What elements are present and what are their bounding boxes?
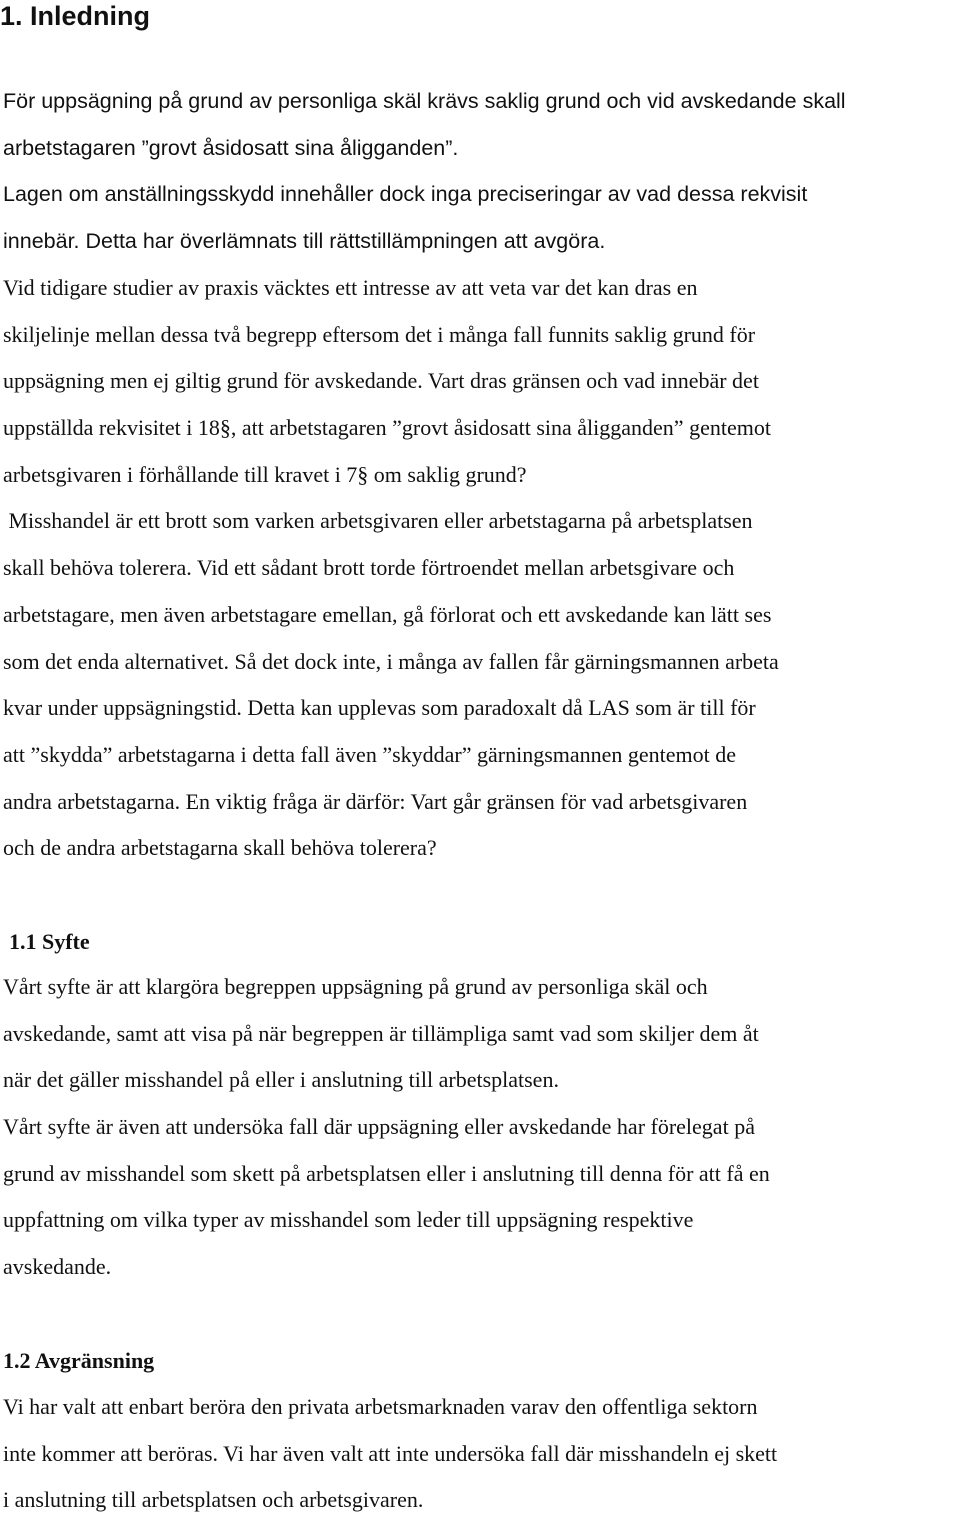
text-line: inte kommer att beröras. Vi har även valt att inte undersöka fall där misshandeln ej skett [3, 1440, 778, 1466]
heading-syfte: 1.1 Syfte [9, 929, 90, 954]
text-line: Misshandel är ett brott som varken arbetsgivaren eller arbetstagarna på arbetsplatsen [3, 508, 753, 534]
syfte-paragraph [3, 964, 960, 1291]
text-line: skiljelinje mellan dessa två begrepp eftersom det i många fall funnits saklig grund för [3, 321, 756, 347]
text-line: i anslutning till arbetsplatsen och arbetsgivaren. [3, 1487, 424, 1513]
intro-paragraph [3, 78, 960, 265]
text-line: och de andra arbetstagarna skall behöva tolerera? [3, 835, 437, 861]
text-line: För uppsägning på grund av personliga skäl krävs saklig grund och vid avskedande skall [3, 89, 846, 113]
text-line: Vid tidigare studier av praxis väcktes ett intresse av att veta var det kan dras en [3, 275, 698, 300]
text-line: Vi har valt att enbart beröra den privata arbetsmarknaden varav den offentliga sektorn [3, 1394, 758, 1419]
text-line: uppsägning men ej giltig grund för avskedande. Vart dras gränsen och vad innebär det [3, 368, 759, 394]
text-line: arbetsgivaren i förhållande till kravet i 7§ om saklig grund? [3, 461, 527, 487]
text-line: som det enda alternativet. Så det dock inte, i många av fallen får gärningsmannen arbeta [3, 648, 779, 674]
text-line: Vårt syfte är även att undersöka fall där uppsägning eller avskedande har förelegat på [3, 1114, 755, 1140]
text-line: arbetstagare, men även arbetstagare emellan, gå förlorat och ett avskedande kan lätt ses [3, 601, 772, 627]
text-line: att ”skydda” arbetstagarna i detta fall även ”skyddar” gärningsmannen gentemot de [3, 741, 737, 767]
text-line: avskedande. [3, 1254, 112, 1280]
heading-inledning: 1. Inledning [0, 1, 151, 31]
text-line: grund av misshandel som skett på arbetsplatsen eller i anslutning till denna för att få en [3, 1160, 770, 1186]
text-line: när det gäller misshandel på eller i anslutning till arbetsplatsen. [3, 1067, 559, 1093]
avgransning-paragraph [3, 1384, 960, 1524]
text-line: andra arbetstagarna. En viktig fråga är därför: Vart går gränsen för vad arbetsgivaren [3, 788, 748, 814]
text-line: uppfattning om vilka typer av misshandel som leder till uppsägning respektive [3, 1207, 694, 1233]
text-line: innebär. Detta har överlämnats till rättstillämpningen att avgöra. [3, 229, 606, 254]
heading-avgransning: 1.2 Avgränsning [3, 1348, 155, 1373]
background-paragraph [3, 265, 960, 872]
text-line: uppställda rekvisitet i 18§, att arbetstagaren ”grovt åsidosatt sina åligganden” gentemot [3, 415, 771, 441]
text-line: Vårt syfte är att klargöra begreppen uppsägning på grund av personliga skäl och [3, 974, 708, 999]
text-line: Lagen om anställningsskydd innehåller dock inga preciseringar av vad dessa rekvisit [3, 182, 808, 207]
text-line: skall behöva tolerera. Vid ett sådant brott torde förtroendet mellan arbetsgivare och [3, 555, 735, 581]
text-line: arbetstagaren ”grovt åsidosatt sina åligganden”. [3, 135, 459, 160]
text-line: kvar under uppsägningstid. Detta kan upplevas som paradoxalt då LAS som är till för [3, 695, 756, 721]
text-line: avskedande, samt att visa på när begreppen är tillämpliga samt vad som skiljer dem åt [3, 1020, 759, 1046]
